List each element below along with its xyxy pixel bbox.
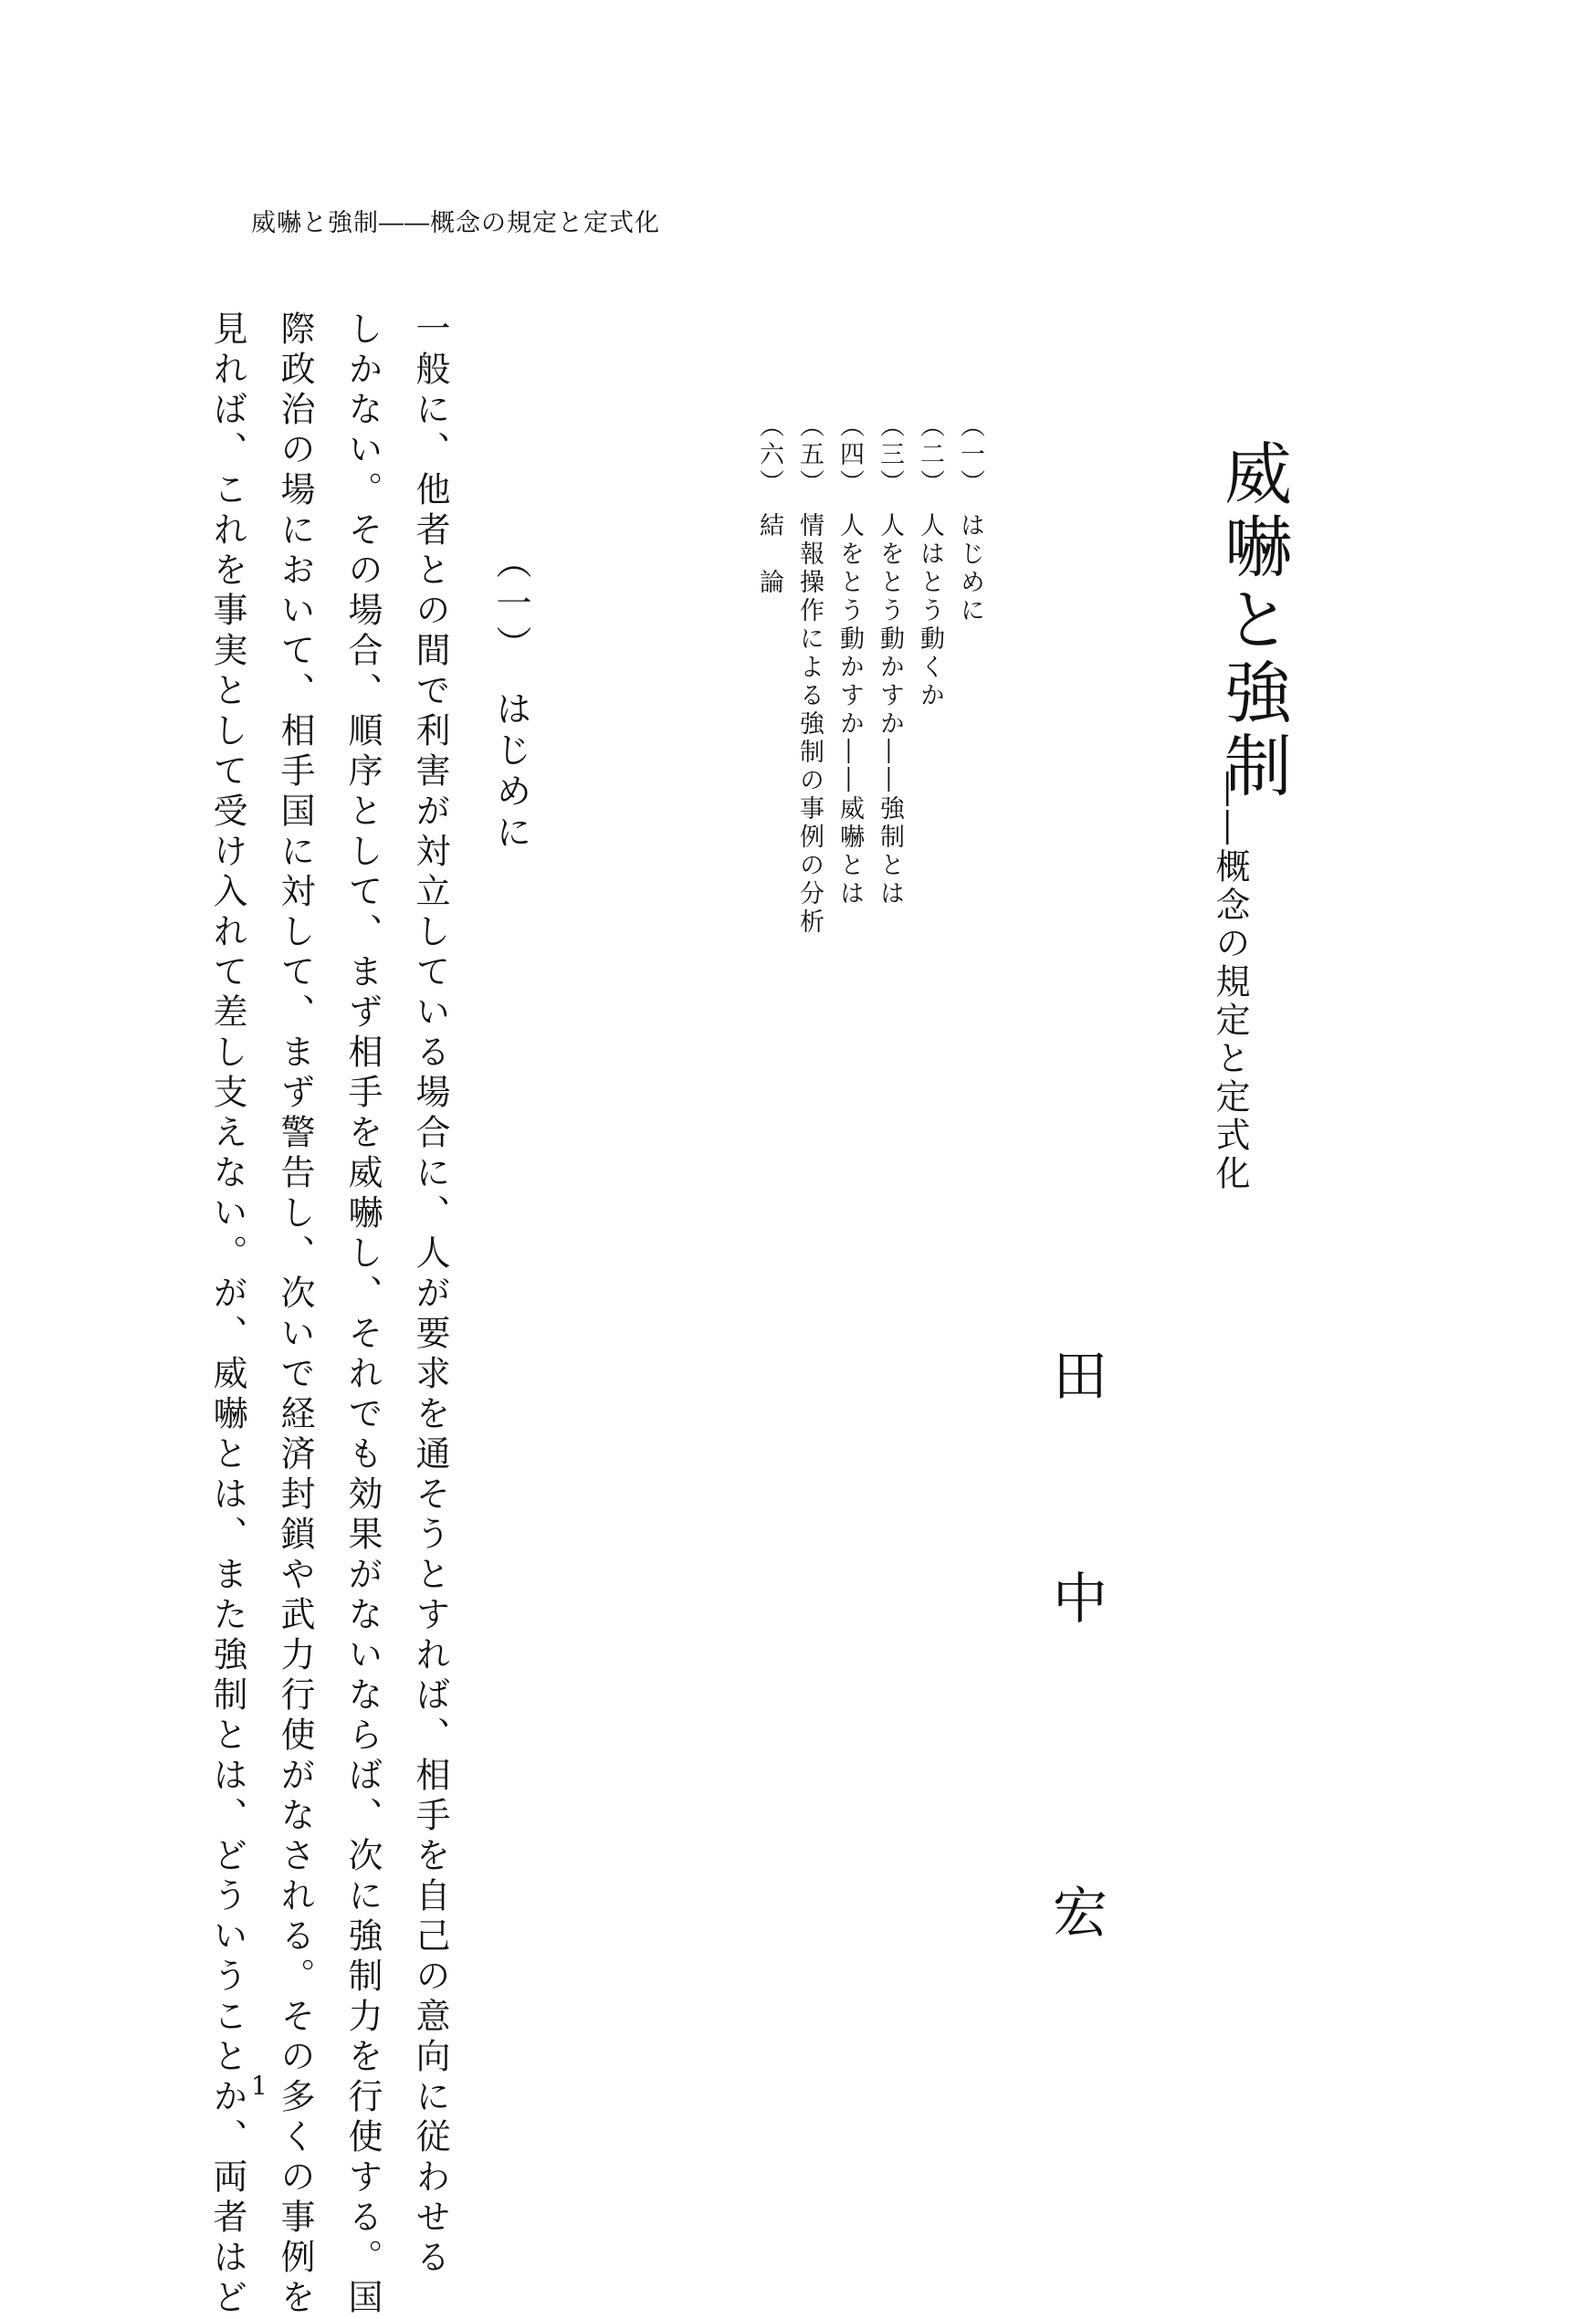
page-number: 1 <box>251 2071 268 2101</box>
toc-item-label: 情報操作による強制の事例の分析 <box>795 512 824 937</box>
body-text-column: 見れば、これを事実として受け入れて差し支えない。が、威嚇とは、また強制とは、どういうことか、両者はど <box>207 310 247 2319</box>
toc-item-label: はじめに <box>956 512 984 625</box>
running-head: 威嚇と強制――概念の規定と定式化 <box>251 209 660 237</box>
body-text-column: 一般に、他者との間で利害が対立している場合に、人が要求を通そうとすれば、相手を自己の意向に従わせる <box>410 310 450 2279</box>
author-name-char-3: 宏 <box>1053 1882 1108 1946</box>
toc-item-number: （六） <box>755 413 783 498</box>
toc-item <box>950 413 990 979</box>
toc-item-number: （四） <box>835 413 864 498</box>
section-title: はじめに <box>490 690 531 855</box>
toc-item <box>909 413 950 979</box>
toc-item-number: （五） <box>795 413 824 498</box>
table-of-contents <box>688 413 990 979</box>
toc-item <box>789 413 829 979</box>
body-text-column: しかない。その場合、順序として、まず相手を威嚇し、それでも効果がないならば、次に強制力を行使する。国 <box>342 310 383 2319</box>
toc-item <box>829 413 869 979</box>
toc-item-label: 結 論 <box>755 512 783 597</box>
toc-item-label: 人をとう動かすか――威嚇とは <box>835 512 864 908</box>
section-number: （一） <box>490 543 531 666</box>
author-name-char-2: 中 <box>1053 1568 1108 1632</box>
toc-item-number: （三） <box>876 413 904 498</box>
author-name-char-1: 田 <box>1053 1345 1108 1409</box>
body-text-column: 際政治の場において、相手国に対して、まず警告し、次いで経済封鎖や武力行使がなされる。その多くの事例を <box>275 310 315 2319</box>
toc-item <box>749 413 789 979</box>
section-heading <box>490 543 531 855</box>
toc-item-number: （一） <box>956 413 984 498</box>
article-subtitle: ――概念の規定と定式化 <box>1210 771 1250 1193</box>
article-title: 威嚇と強制 <box>1213 438 1292 803</box>
toc-item-label: 人はとう動くか <box>916 512 944 710</box>
toc-item-number: （二） <box>916 413 944 498</box>
toc-item-label: 人をとう動かすか――強制とは <box>876 512 904 908</box>
toc-item <box>869 413 909 979</box>
